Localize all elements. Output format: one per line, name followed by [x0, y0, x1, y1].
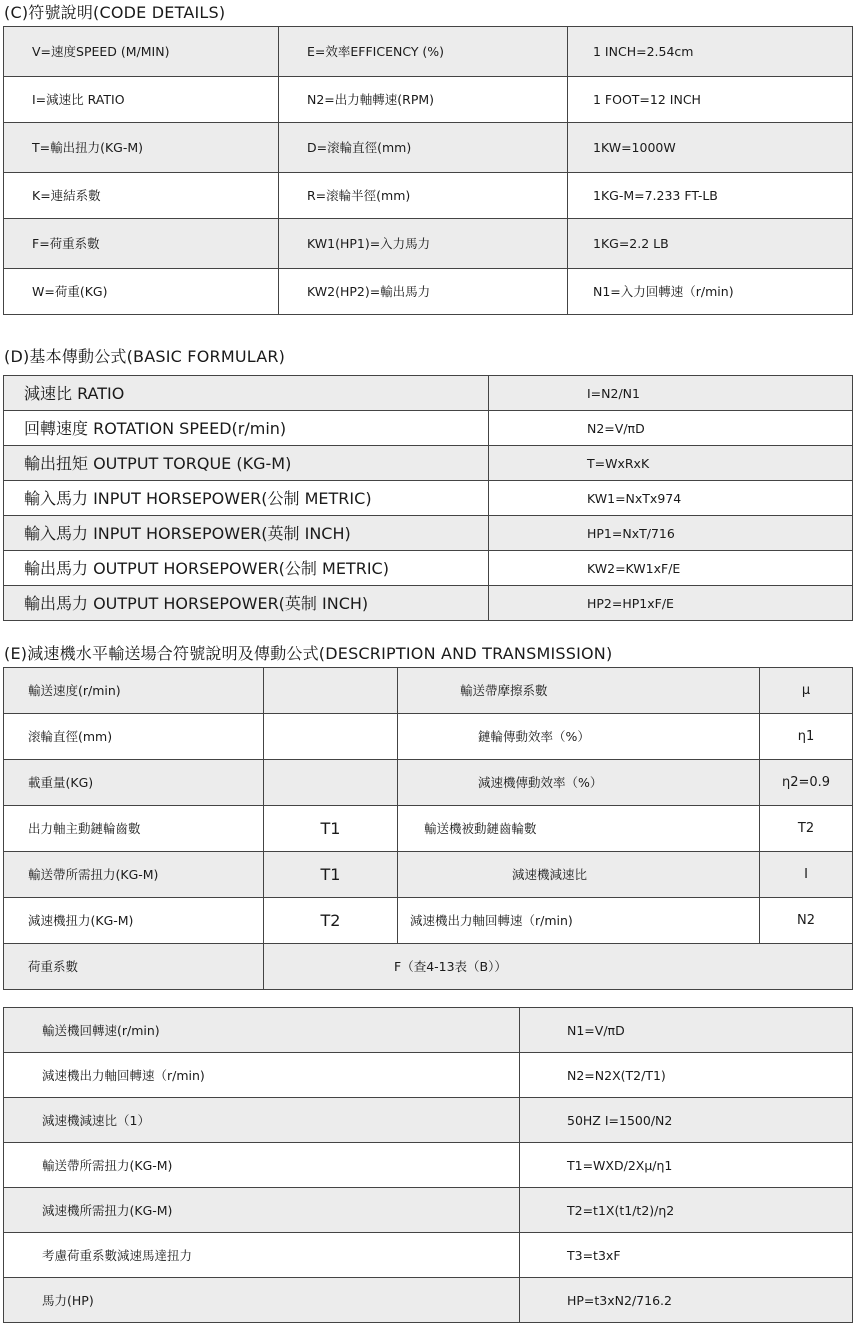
code-cell — [279, 284, 567, 299]
code-cell-line1: W=荷重(KG) — [32, 284, 108, 299]
transmission-formula — [520, 1023, 852, 1038]
description-label — [4, 821, 263, 836]
transmission-label — [4, 1068, 519, 1083]
code-cell — [279, 92, 567, 107]
coefficient-label — [398, 913, 759, 928]
transmission-row — [4, 1278, 853, 1323]
code-cell — [4, 236, 278, 251]
description-row — [4, 668, 853, 714]
transmission-label — [4, 1293, 519, 1308]
basic-formular-table — [3, 375, 853, 621]
formula-row — [4, 446, 853, 481]
transmission-row — [4, 1053, 853, 1098]
description-row — [4, 944, 853, 990]
transmission-formula — [520, 1293, 852, 1308]
transmission-formula-line1: N1=V/πD — [567, 1022, 625, 1038]
code-cell-line1: F=荷重系數 — [32, 236, 100, 251]
transmission-label-line1: 輸送帶所需扭力(KG-M) — [42, 1157, 173, 1173]
transmission-label-line1: 考慮荷重系數減速馬達扭力 — [42, 1247, 193, 1263]
transmission-label-line1: 輸送機回轉速(r/min) — [42, 1022, 160, 1038]
formula-label: 輸出扭矩 OUTPUT TORQUE (KG-M) — [24, 453, 292, 473]
section-e-title: (E)減速機水平輸送場合符號說明及傳動公式(DESCRIPTION AND TRANSMISSION) — [4, 644, 613, 663]
transmission-formula-line1: HP=t3xN2/716.2 — [567, 1292, 672, 1308]
code-row — [4, 27, 853, 77]
code-cell — [4, 44, 278, 59]
description-label-line1: 滚輪直徑(mm) — [28, 729, 113, 744]
transmission-label — [4, 1023, 519, 1038]
coefficient-label-line1: 輸送帶摩擦系數 — [460, 683, 548, 698]
coefficient-label-line1: 輸送機被動鏈齒輪數 — [424, 821, 537, 836]
transmission-row — [4, 1008, 853, 1053]
code-cell — [279, 188, 567, 203]
formula-value: HP1=NxT/716 — [587, 525, 675, 541]
section-c-title: (C)符號說明(CODE DETAILS) — [4, 3, 226, 22]
description-label — [4, 683, 263, 698]
code-cell — [568, 92, 852, 107]
code-cell-line1: KW2(HP2)=輸出馬力 — [307, 284, 431, 299]
service-factor-formula-line1: F（查4-13表（B）） — [394, 959, 507, 974]
code-cell-line1: 1KG-M=7.233 FT-LB — [593, 188, 718, 203]
formula-label: 輸入馬力 INPUT HORSEPOWER(英制 INCH) — [24, 523, 351, 543]
coefficient-label — [398, 867, 759, 882]
code-row — [4, 173, 853, 219]
description-label — [4, 913, 263, 928]
code-row — [4, 269, 853, 315]
transmission-label — [4, 1158, 519, 1173]
description-label — [4, 775, 263, 790]
code-cell — [4, 284, 278, 299]
coefficient-symbol: μ — [801, 683, 811, 698]
formula-row — [4, 411, 853, 446]
coefficient-symbol: I — [804, 867, 808, 882]
code-cell-line1: 1KG=2.2 LB — [593, 236, 669, 251]
code-cell — [279, 44, 567, 59]
description-row — [4, 760, 853, 806]
code-row — [4, 123, 853, 173]
transmission-label — [4, 1113, 519, 1128]
formula-value: T=WxRxK — [587, 455, 650, 471]
transmission-label — [4, 1248, 519, 1263]
service-factor-label-line1: 荷重系數 — [28, 959, 79, 974]
transmission-formula-table — [3, 1007, 853, 1323]
formula-value: KW2=KW1xF/E — [587, 560, 681, 576]
formula-value: I=N2/N1 — [587, 385, 640, 401]
code-cell — [568, 236, 852, 251]
formula-row — [4, 551, 853, 586]
description-label-line1: 輸送速度(r/min) — [28, 683, 121, 698]
transmission-formula — [520, 1068, 852, 1083]
code-cell-line1: K=連結系數 — [32, 188, 101, 203]
symbol-value: T2 — [320, 911, 341, 930]
code-row — [4, 219, 853, 269]
transmission-formula-line1: 50HZ I=1500/N2 — [567, 1112, 673, 1128]
formula-row — [4, 516, 853, 551]
symbol-value: T1 — [320, 819, 341, 838]
formula-row — [4, 481, 853, 516]
description-row — [4, 806, 853, 852]
coefficient-label-line1: 鏈輪傳動效率（%） — [478, 729, 590, 744]
transmission-row — [4, 1233, 853, 1278]
code-cell — [4, 188, 278, 203]
service-factor-label — [4, 959, 263, 974]
coefficient-label — [398, 729, 759, 744]
formula-label: 輸出馬力 OUTPUT HORSEPOWER(公制 METRIC) — [24, 558, 389, 578]
transmission-label-line1: 減速機出力軸回轉速（r/min) — [42, 1067, 205, 1083]
formula-row — [4, 586, 853, 621]
code-cell-line1: R=滚輪半徑(mm) — [307, 188, 411, 203]
symbol-value: T1 — [320, 865, 341, 884]
code-cell-line1: 1KW=1000W — [593, 140, 676, 155]
coefficient-label — [398, 775, 759, 790]
description-label-line1: 減速機扭力(KG-M) — [28, 913, 134, 928]
code-cell-line1: 1 INCH=2.54cm — [593, 44, 694, 59]
coefficient-symbol: N2 — [797, 913, 815, 928]
formula-label: 回轉速度 ROTATION SPEED(r/min) — [24, 418, 287, 438]
code-cell — [279, 236, 567, 251]
code-cell — [568, 188, 852, 203]
transmission-row — [4, 1188, 853, 1233]
code-cell-line1: I=減速比 RATIO — [32, 92, 125, 107]
service-factor-formula — [264, 959, 852, 974]
code-cell — [279, 140, 567, 155]
description-label — [4, 729, 263, 744]
description-row — [4, 898, 853, 944]
code-cell-line1: V=速度SPEED (M/MIN) — [32, 44, 170, 59]
transmission-formula — [520, 1248, 852, 1263]
coefficient-symbol: T2 — [797, 821, 815, 836]
code-cell-line1: N2=出力軸轉速(RPM) — [307, 92, 435, 107]
description-row — [4, 714, 853, 760]
description-label — [4, 867, 263, 882]
transmission-formula-line1: T3=t3xF — [567, 1247, 621, 1263]
transmission-label — [4, 1203, 519, 1218]
description-label-line1: 出力軸主動鏈輪齒數 — [28, 821, 141, 836]
formula-value: N2=V/πD — [587, 420, 645, 436]
transmission-formula — [520, 1113, 852, 1128]
code-cell — [568, 284, 852, 299]
description-row — [4, 852, 853, 898]
transmission-label-line1: 馬力(HP) — [42, 1292, 94, 1308]
coefficient-label-line1: 減速機減速比 — [512, 867, 588, 882]
code-details-table — [3, 26, 853, 315]
formula-label: 輸出馬力 OUTPUT HORSEPOWER(英制 INCH) — [24, 593, 369, 613]
code-cell-line1: T=輸出扭力(KG-M) — [32, 140, 144, 155]
code-cell — [4, 140, 278, 155]
coefficient-symbol: η1 — [797, 729, 815, 744]
section-d-title: (D)基本傳動公式(BASIC FORMULAR) — [4, 347, 286, 366]
code-cell-line1: D=滚輪直徑(mm) — [307, 140, 412, 155]
formula-label: 輸入馬力 INPUT HORSEPOWER(公制 METRIC) — [24, 488, 372, 508]
formula-value: HP2=HP1xF/E — [587, 595, 674, 611]
transmission-row — [4, 1143, 853, 1188]
description-label-line1: 載重量(KG) — [28, 775, 94, 790]
transmission-formula — [520, 1203, 852, 1218]
transmission-row — [4, 1098, 853, 1143]
coefficient-label — [398, 821, 759, 836]
coefficient-symbol: η2=0.9 — [781, 775, 831, 790]
code-cell-line1: E=效率EFFICENCY (%) — [307, 44, 445, 59]
code-cell — [568, 44, 852, 59]
code-cell-line1: KW1(HP1)=入力馬力 — [307, 236, 431, 251]
code-cell-line1: N1=入力回轉速（r/min) — [593, 284, 734, 299]
code-cell-line1: 1 FOOT=12 INCH — [593, 92, 701, 107]
coefficient-label-line1: 減速機傳動效率（%） — [478, 775, 603, 790]
transmission-label-line1: 減速機所需扭力(KG-M) — [42, 1202, 173, 1218]
formula-value: KW1=NxTx974 — [587, 490, 682, 506]
code-row — [4, 77, 853, 123]
code-cell — [4, 92, 278, 107]
formula-label: 減速比 RATIO — [24, 383, 125, 403]
transmission-formula-line1: T1=WXD/2Xμ/η1 — [567, 1157, 673, 1173]
transmission-formula — [520, 1158, 852, 1173]
description-transmission-table — [3, 667, 853, 990]
description-label-line1: 輸送帶所需扭力(KG-M) — [28, 867, 159, 882]
transmission-label-line1: 減速機減速比（1） — [42, 1112, 150, 1128]
coefficient-label-line1: 減速機出力軸回轉速（r/min) — [410, 913, 573, 928]
transmission-formula-line1: N2=N2X(T2/T1) — [567, 1067, 666, 1083]
code-cell — [568, 140, 852, 155]
formula-row — [4, 376, 853, 411]
coefficient-label — [398, 683, 759, 698]
transmission-formula-line1: T2=t1X(t1/t2)/η2 — [567, 1202, 675, 1218]
